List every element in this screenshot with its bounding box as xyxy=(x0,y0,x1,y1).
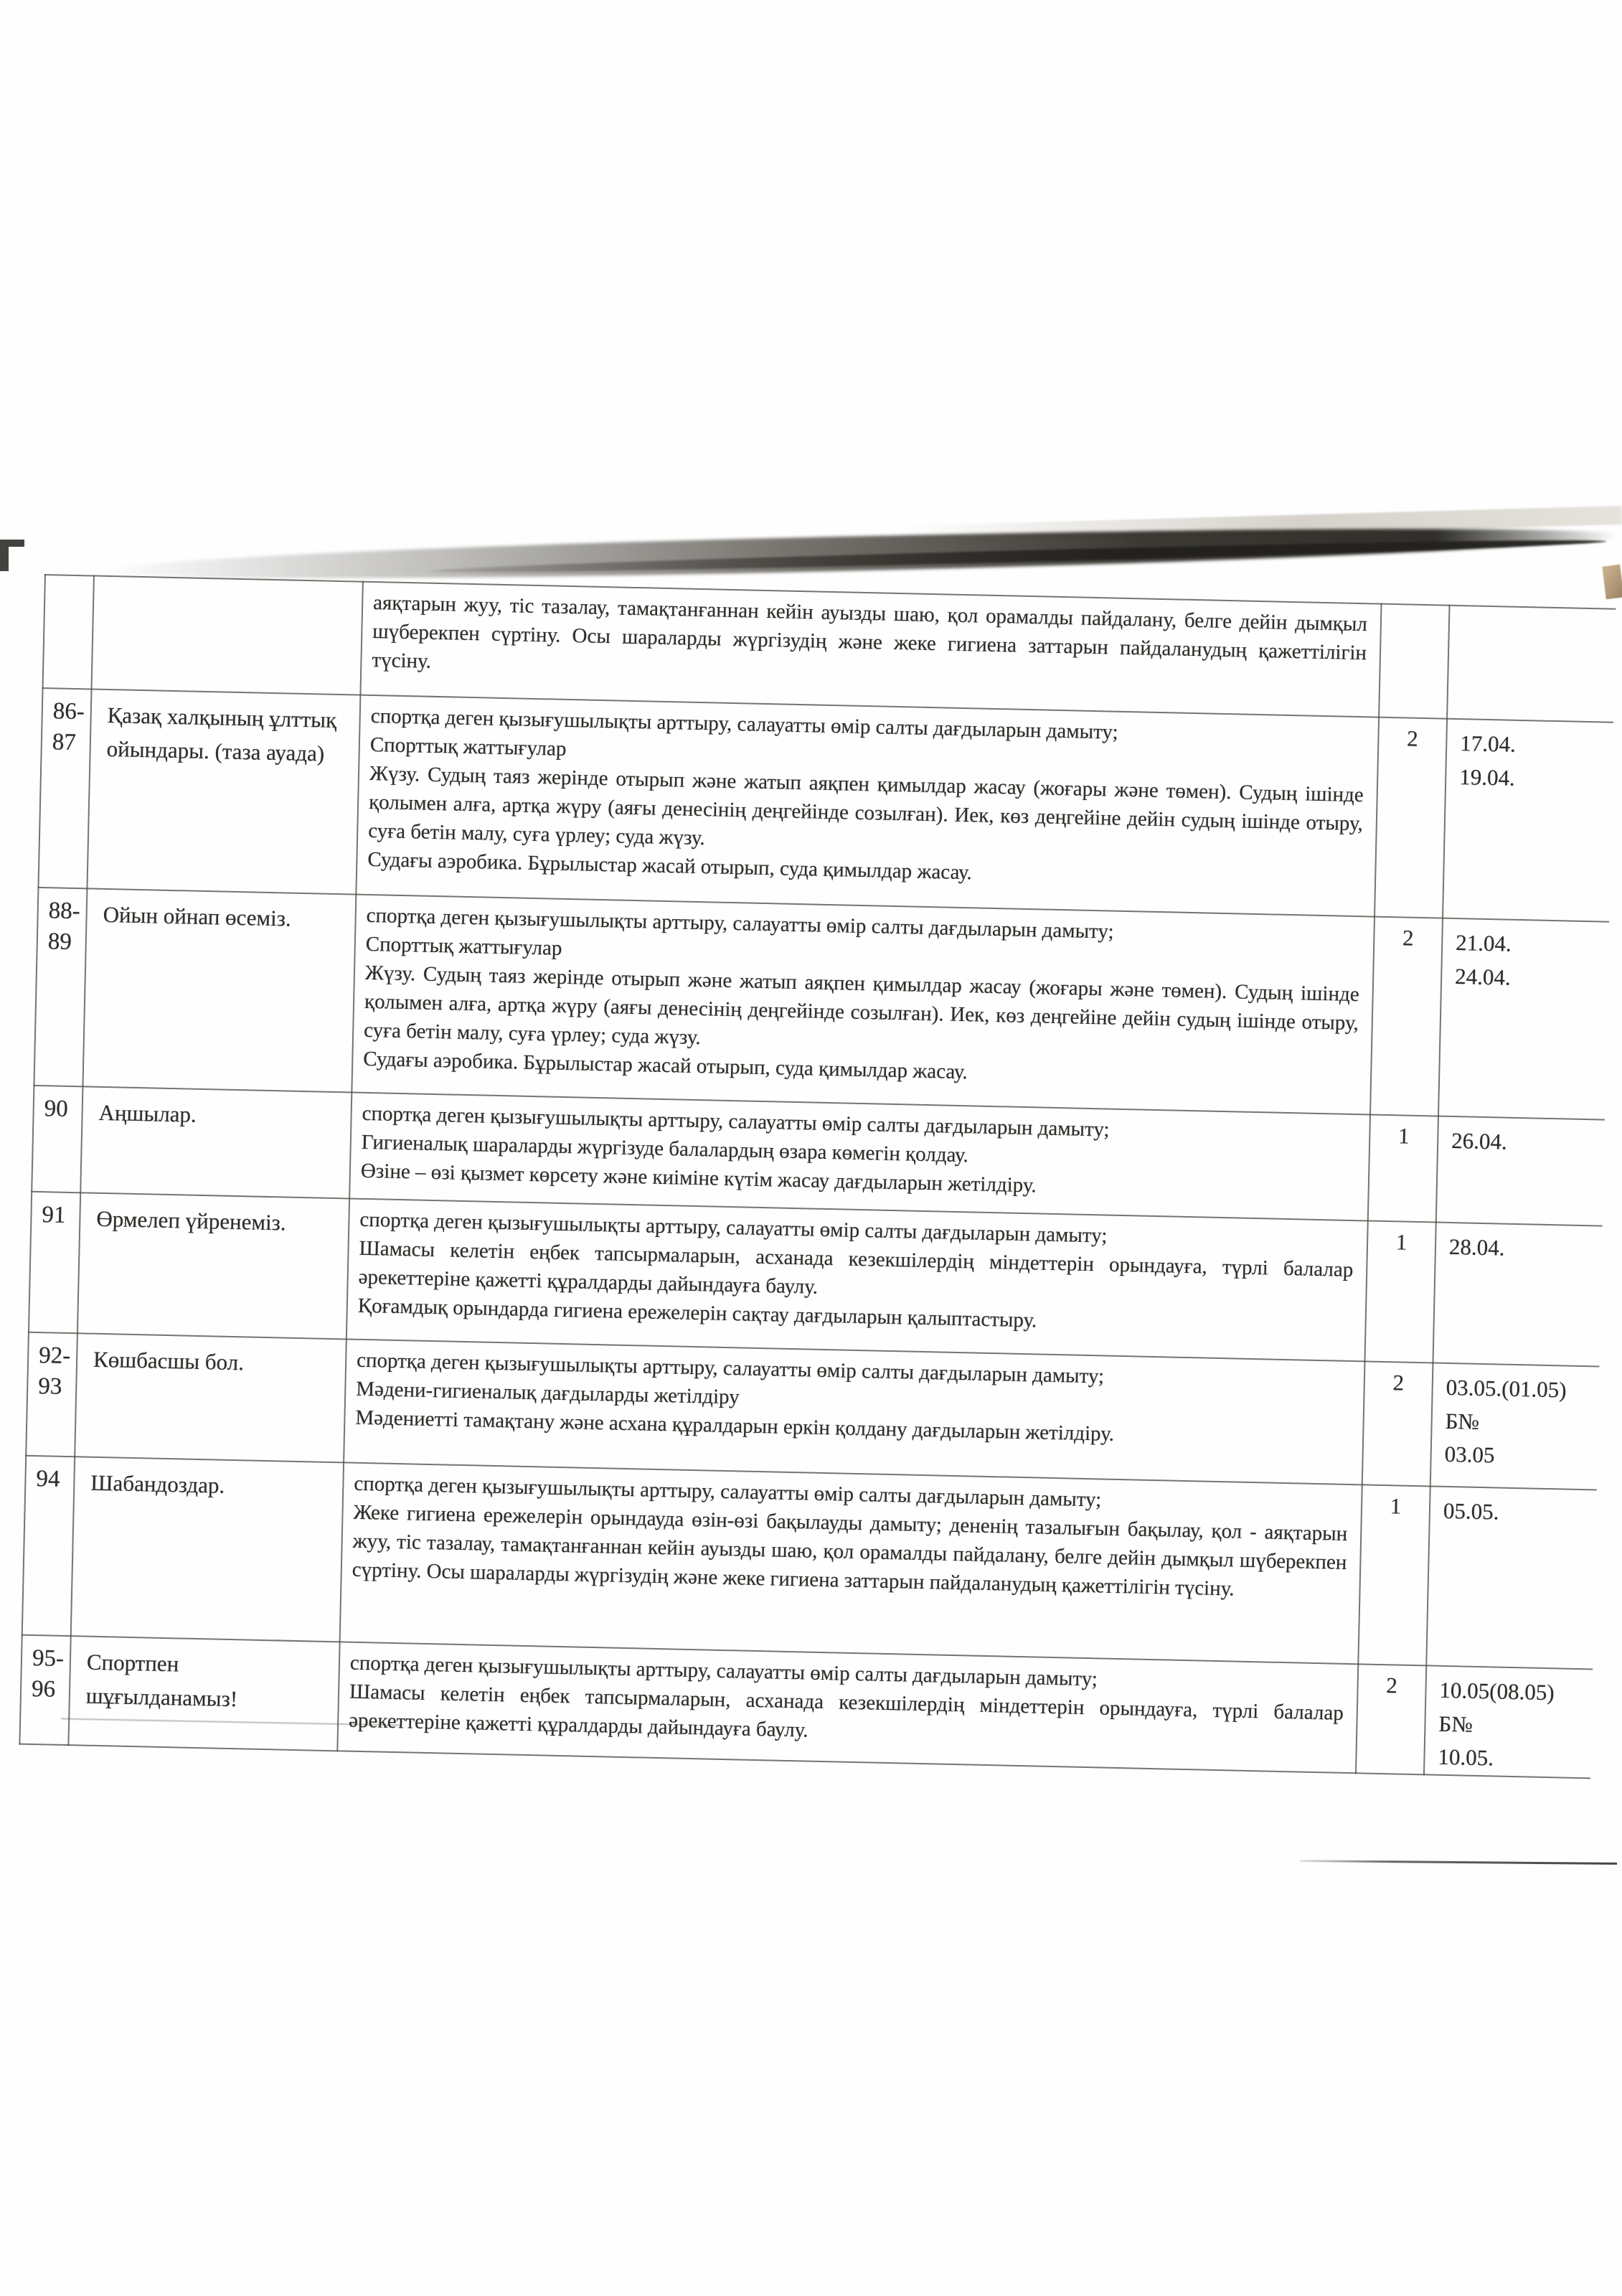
hours-cell: 1 xyxy=(1368,1114,1438,1222)
date-cell: 10.05(08.05) Б№ 10.05. xyxy=(1424,1665,1593,1778)
date-cell: 26.04. xyxy=(1436,1116,1605,1226)
lesson-number-cell: 88- 89 xyxy=(34,888,87,1086)
lesson-number-cell: 92- 93 xyxy=(26,1332,77,1457)
stray-scan-line xyxy=(1300,1860,1617,1865)
objectives-cell: спортқа деген қызығушылықты арттыру, салауатты өмір салты дағдыларын дамыту; Спорттық жаттығулар Жүзу. Судың таяз жерінде отырып және жатып аяқпен қимылдар жасау (жоғары және төмен). Судың ішінде қолымен алға, артқа жүру (аяғы денесінің деңгейінде созылған). Иек, көз деңгейіне дейін судың ішінде отыру, суға бетін малу, суға үрлеу; суда жүзу. Судағы аэробика. Бұрылыстар жасай отырып, суда қимылдар жасау. xyxy=(356,695,1379,917)
date-cell: 03.05.(01.05) Б№ 03.05 xyxy=(1430,1363,1600,1490)
page-shadow-core xyxy=(430,536,1607,577)
objectives-cell: спортқа деген қызығушылықты арттыру, салауатты өмір салты дағдыларын дамыту; Гигиеналық шараларды жүргізуде балалардың өзара көмегін қолдау. Өзіне – өзі қызмет көрсету және киіміне күтім жасау дағдыларын жетілдіру. xyxy=(349,1093,1370,1221)
hours-cell: 1 xyxy=(1358,1485,1430,1665)
theme-cell: Өрмелеп үйренеміз. xyxy=(77,1192,349,1339)
lesson-plan-table-wrap xyxy=(19,574,1616,1779)
objectives-cell: спортқа деген қызығушылықты арттыру, салауатты өмір салты дағдыларын дамыту; Спорттық жаттығулар Жүзу. Судың таяз жерінде отырып және жатып аяқпен қимылдар жасау (жоғары және төмен). Судың ішінде қолымен алға, артқа жүру (аяғы денесінің деңгейінде созылған). Иек, көз деңгейіне дейін судың ішінде отыру, суға бетін малу, суға үрлеу; суда жүзу. Судағы аэробика. Бұрылыстар жасай отырып, суда қимылдар жасау. xyxy=(352,895,1375,1115)
hours-cell: 2 xyxy=(1356,1664,1426,1774)
theme-cell: Қазақ халқының ұлттық ойындары. (таза ауада) xyxy=(87,689,360,894)
theme-cell xyxy=(92,576,363,695)
lesson-number-cell: 91 xyxy=(29,1192,80,1333)
lesson-number-cell: 90 xyxy=(32,1086,82,1192)
table-row xyxy=(34,888,1608,1120)
table-row xyxy=(38,688,1613,922)
objectives-cell: спортқа деген қызығушылықты арттыру, салауатты өмір салты дағдыларын дамыту; Шамасы келетін еңбек тапсырмаларын, асханада кезекшілердің міндеттерін орындауға, түрлі балалар әрекеттеріне қажетті құралдарды дайындауға баулу. xyxy=(337,1642,1358,1772)
theme-cell: Көшбасшы бол. xyxy=(75,1333,346,1462)
date-cell: 21.04. 24.04. xyxy=(1438,918,1609,1120)
page-shadow-band xyxy=(103,518,1619,588)
theme-cell: Ойын ойнап өсеміз. xyxy=(82,888,356,1092)
lesson-plan-table xyxy=(19,574,1616,1779)
date-cell: 05.05. xyxy=(1426,1486,1596,1669)
date-cell: 17.04. 19.04. xyxy=(1443,719,1613,922)
theme-cell: Аңшылар. xyxy=(80,1086,352,1198)
lesson-number-cell: 94 xyxy=(22,1456,75,1636)
hours-cell xyxy=(1379,604,1449,719)
objectives-cell: аяқтарын жуу, тіс тазалау, тамақтанғаннан кейін ауызды шаю, қол орамалды пайдалану, белге дейін дымқыл шүберекпен сүртіну. Осы шараларды жүргізудің және жеке гигиена заттарын пайдаланудың қажеттілігін түсіну. xyxy=(360,582,1381,718)
scan-corner-mark xyxy=(0,540,24,571)
hours-cell: 2 xyxy=(1370,917,1443,1116)
hours-cell: 2 xyxy=(1375,718,1447,918)
lesson-number-cell xyxy=(43,575,94,689)
lesson-number-cell: 95- 96 xyxy=(19,1635,70,1745)
table-row xyxy=(22,1456,1597,1670)
hours-cell: 1 xyxy=(1364,1220,1435,1363)
date-cell: 28.04. xyxy=(1433,1223,1602,1367)
lesson-number-cell: 86- 87 xyxy=(38,688,91,888)
hours-cell: 2 xyxy=(1362,1361,1433,1486)
date-cell xyxy=(1447,606,1616,723)
objectives-cell: спортқа деген қызығушылықты арттыру, салауатты өмір салты дағдыларын дамыту; Шамасы келетін еңбек тапсырмаларын, асханада кезекшілердің міндеттерін орындауға, түрлі балалар әрекеттеріне қажетті құралдарды дайындауға баулу. Қоғамдық орындарда гигиена ережелерін сақтау дағдыларын қалыптастыру. xyxy=(346,1198,1368,1361)
page-edge-highlight xyxy=(900,506,1622,545)
theme-cell: Шабандоздар. xyxy=(71,1457,344,1642)
objectives-cell: спортқа деген қызығушылықты арттыру, салауатты өмір салты дағдыларын дамыту; Мәдени-гигиеналық дағдыларды жетілдіру Мәдениетті тамақтану және асхана құралдарын еркін қолдану дағдыларын жетілдіру. xyxy=(344,1339,1364,1485)
theme-cell: Спортпен шұғылданамыз! xyxy=(68,1636,339,1751)
objectives-cell: спортқа деген қызығушылықты арттыру, салауатты өмір салты дағдыларын дамыту; Жеке гигиена ережелерін орындауда өзін-өзі бақылауды дамыту; дененің тазалығын бақылау, қол - аяқтарын жуу, тіс тазалау, тамақтанғаннан кейін ауызды шаю, қол орамалды пайдалану, белге дейін дымқыл шүберекпен сүртіну. Осы шараларды жүргізудің және жеке гигиена заттарын пайдаланудың қажеттілігін түсіну. xyxy=(340,1462,1362,1664)
page-under-corner xyxy=(1602,565,1622,600)
